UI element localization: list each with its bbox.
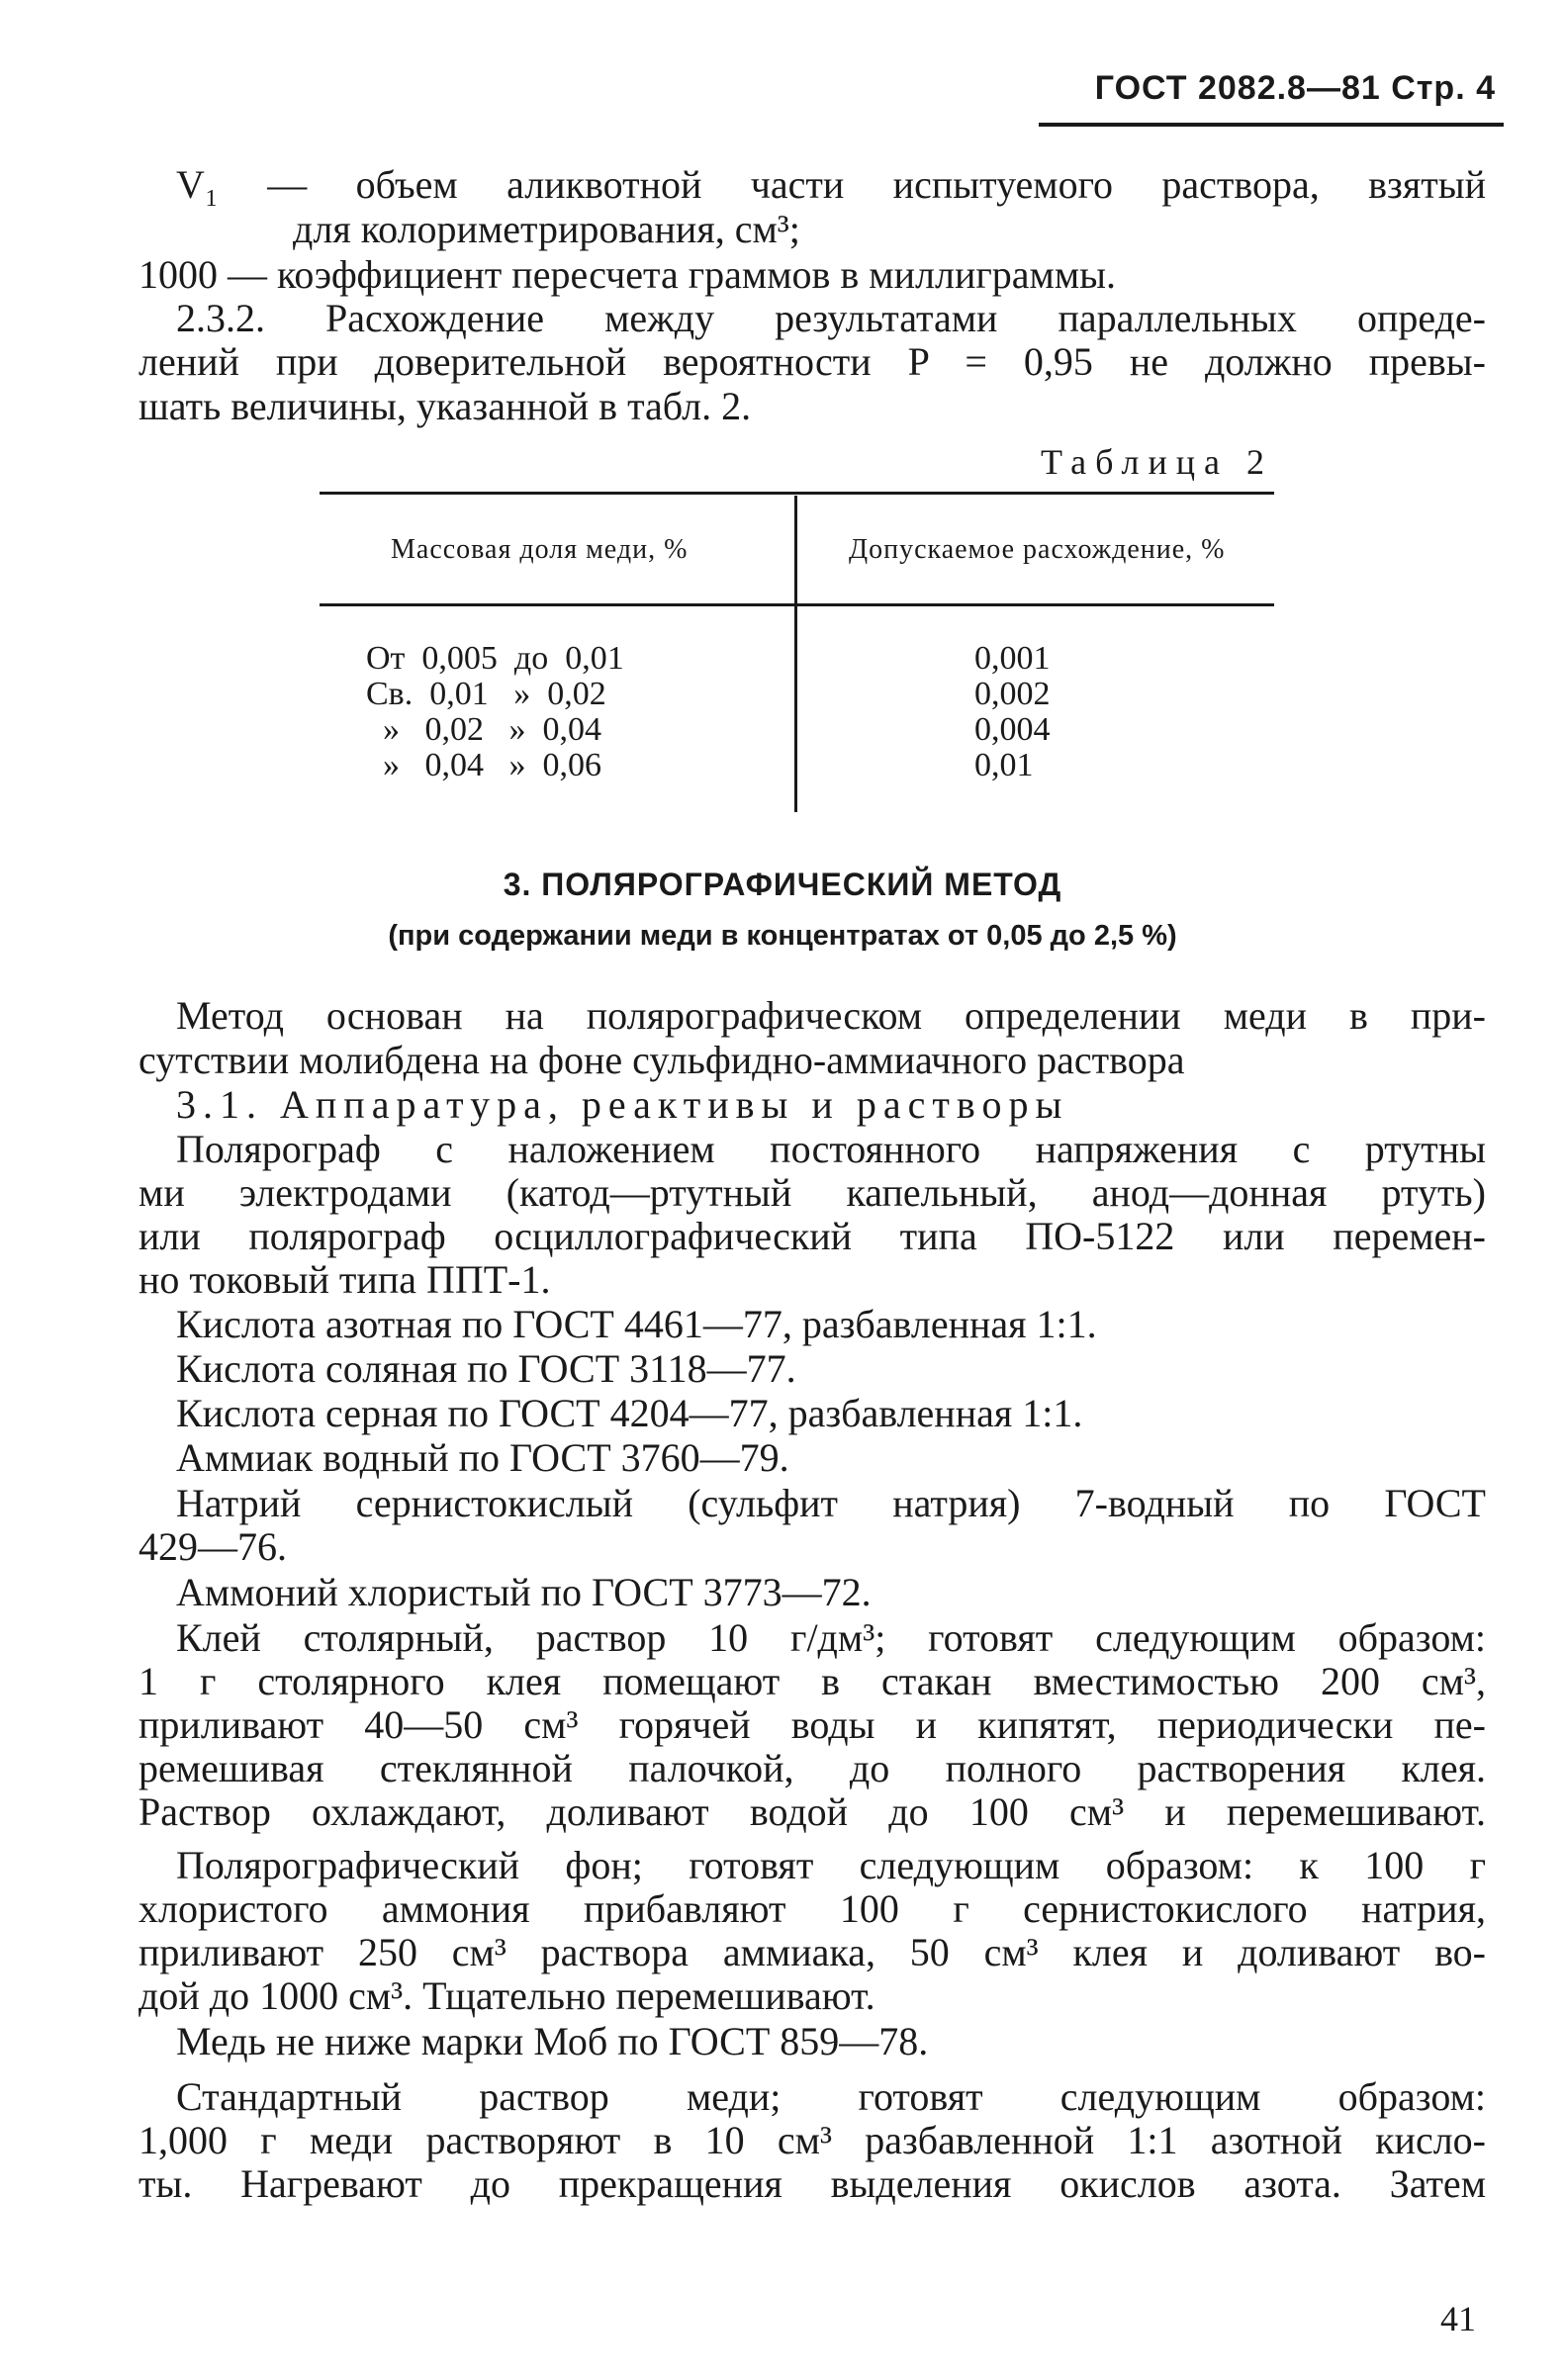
text-line: для колориметрирования, см³; <box>293 207 800 251</box>
text-line: 1,000 г меди растворяют в 10 см³ разбавленной 1:1 азотной кисло- <box>138 2118 1486 2162</box>
text-line: шать величины, указанной в табл. 2. <box>138 384 752 428</box>
table-cell: Св. 0,01 » 0,02 <box>366 676 606 712</box>
table-cell: 0,002 <box>974 676 1051 712</box>
text-line: ми электродами (катод—ртутный капельный, анод—донная ртуть) <box>138 1170 1486 1215</box>
text-line: Полярографический фон; готовят следующим образом: к 100 г <box>176 1843 1486 1887</box>
table-column-divider <box>794 496 797 812</box>
text-line: Стандартный раствор меди; готовят следующим образом: <box>176 2074 1486 2119</box>
text-line: или полярограф осциллографический типа ПО-5122 или перемен- <box>138 1214 1486 1258</box>
table-cell: От 0,005 до 0,01 <box>366 640 624 677</box>
header-rule <box>1039 123 1504 127</box>
table-header-mass-fraction: Массовая доля меди, % <box>391 534 689 565</box>
text-line: Аммиак водный по ГОСТ 3760—79. <box>176 1435 789 1480</box>
table-cell: » 0,04 » 0,06 <box>366 747 601 783</box>
text-line: хлористого аммония прибавляют 100 г сернистокислого натрия, <box>138 1886 1486 1931</box>
text-line: Кислота соляная по ГОСТ 3118—77. <box>176 1346 796 1391</box>
section-subtitle: (при содержании меди в концентратах от 0,05 до 2,5 %) <box>388 920 1177 952</box>
text-line: Кислота азотная по ГОСТ 4461—77, разбавленная 1:1. <box>176 1302 1097 1346</box>
text-line: 2.3.2. Расхождение между результатами параллельных опреде- <box>176 296 1486 340</box>
text-line: Метод основан на полярографическом определении меди в при- <box>176 993 1486 1038</box>
table-cell: » 0,02 » 0,04 <box>366 711 601 748</box>
text-line: 1 г столярного клея помещают в стакан вместимостью 200 см³, <box>138 1659 1486 1703</box>
text-line: 1000 — коэффициент пересчета граммов в миллиграммы. <box>138 252 1117 297</box>
section-title: 3. ПОЛЯРОГРАФИЧЕСКИЙ МЕТОД <box>503 867 1062 902</box>
table-cell: 0,001 <box>974 640 1051 677</box>
table-caption: Таблица 2 <box>1041 442 1273 482</box>
table-top-rule <box>320 492 1274 495</box>
page-number: 41 <box>1440 2299 1476 2338</box>
text-line: приливают 250 см³ раствора аммиака, 50 см³ клея и доливают во- <box>138 1930 1486 1974</box>
table-column-tolerance <box>974 641 1051 783</box>
text-line: ремешивая стеклянной палочкой, до полного растворения клея. <box>138 1746 1486 1790</box>
text-line: Кислота серная по ГОСТ 4204—77, разбавленная 1:1. <box>176 1391 1083 1435</box>
text-line: Полярограф с наложением постоянного напряжения с ртутны <box>176 1127 1486 1171</box>
text-line: Медь не ниже марки Моб по ГОСТ 859—78. <box>176 2019 929 2063</box>
text-line: лений при доверительной вероятности P = 0,95 не должно превы- <box>138 339 1486 384</box>
table-cell: 0,004 <box>974 711 1051 748</box>
text-line: Аммоний хлористый по ГОСТ 3773—72. <box>176 1570 872 1614</box>
running-header: ГОСТ 2082.8—81 Стр. 4 <box>1094 69 1496 107</box>
table-cell: 0,01 <box>974 747 1034 783</box>
text-line: но токовый типа ППТ-1. <box>138 1257 551 1302</box>
subsection-heading: 3.1. Аппаратура, реактивы и растворы <box>176 1082 1069 1127</box>
text-line: сутствии молибдена на фоне сульфидно-аммиачного раствора <box>138 1038 1185 1082</box>
table-column-mass-fraction <box>366 641 624 783</box>
text-line: Натрий сернистокислый (сульфит натрия) 7-водный по ГОСТ <box>176 1481 1486 1525</box>
text-line: V₁ — объем аликвотной части испытуемого раствора, взятый <box>176 162 1486 207</box>
text-line: 429—76. <box>138 1524 287 1569</box>
text-line: дой до 1000 см³. Тщательно перемешивают. <box>138 1973 875 2018</box>
text-line: приливают 40—50 см³ горячей воды и кипятят, периодически пе- <box>138 1702 1486 1747</box>
text-line: ты. Нагревают до прекращения выделения окислов азота. Затем <box>138 2161 1486 2206</box>
text-line: Клей столярный, раствор 10 г/дм³; готовят следующим образом: <box>176 1615 1486 1660</box>
table-header-rule <box>320 603 1274 606</box>
text-line: Раствор охлаждают, доливают водой до 100 см³ и перемешивают. <box>138 1789 1486 1834</box>
table-header-tolerance: Допускаемое расхождение, % <box>849 534 1226 565</box>
